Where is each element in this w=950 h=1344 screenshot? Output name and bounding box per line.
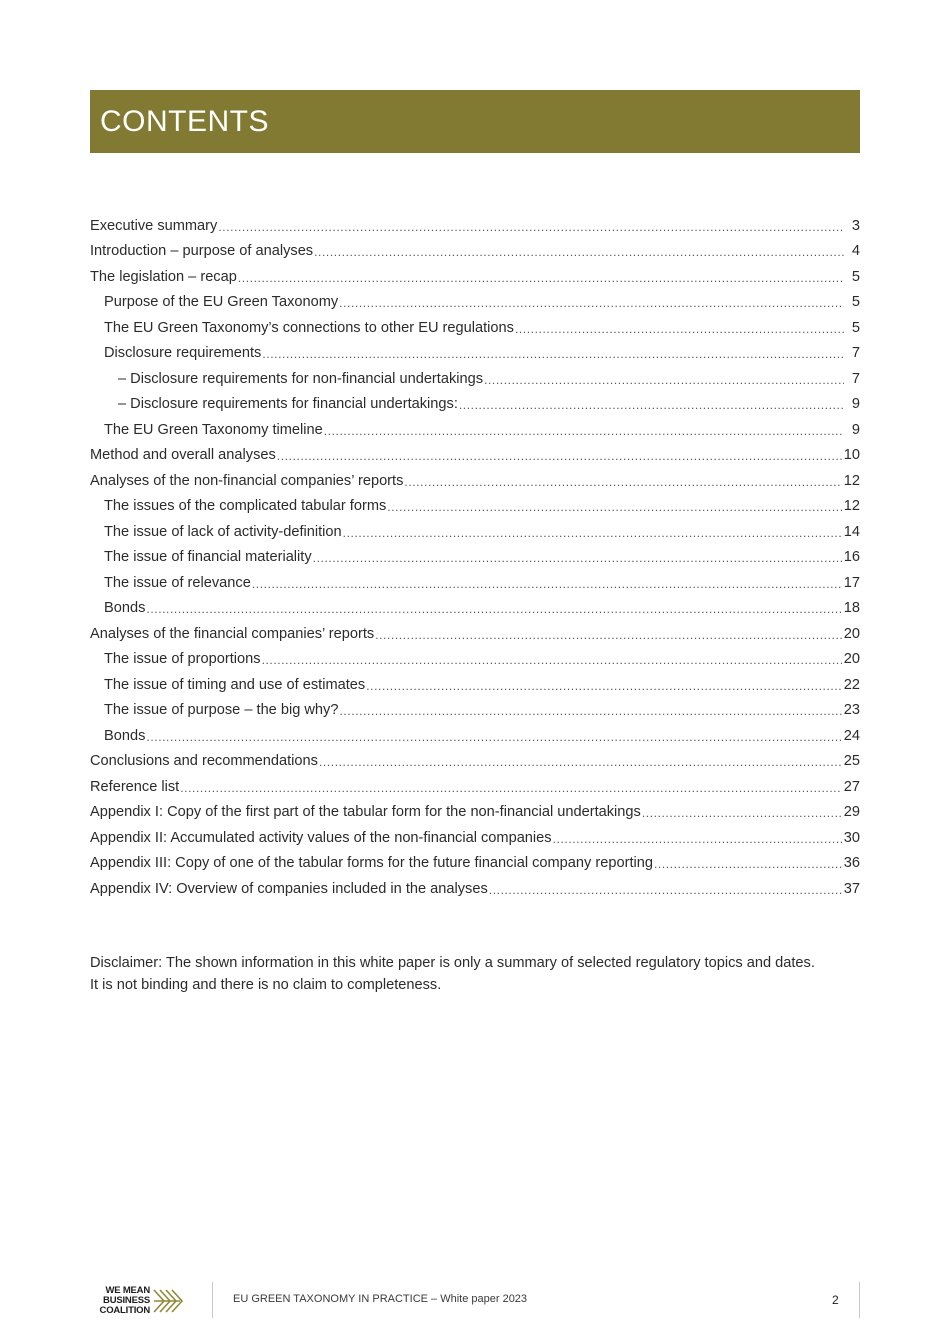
we-mean-business-logo	[88, 1284, 188, 1320]
toc-leader-dots	[366, 678, 842, 694]
toc-leader-dots	[146, 601, 841, 617]
toc-entry-title: The issue of financial materiality	[104, 549, 312, 566]
toc-entry-page: 12	[843, 498, 860, 515]
toc-entry-page: 16	[843, 549, 860, 566]
toc-leader-dots	[314, 244, 844, 260]
toc-entry-page: 7	[851, 345, 860, 362]
toc-entry-title: Executive summary	[90, 217, 218, 234]
toc-leader-dots	[489, 882, 842, 898]
toc-leader-dots	[387, 499, 841, 515]
toc-entry-page: 20	[843, 651, 860, 668]
footer-divider	[212, 1282, 213, 1318]
toc-entry-title: The issue of relevance	[104, 574, 251, 591]
toc-entry-title: Appendix IV: Overview of companies included in the analyses	[90, 880, 488, 897]
toc-leader-dots	[339, 295, 844, 311]
toc-entry[interactable]	[90, 341, 860, 367]
footer-document-title: EU GREEN TAXONOMY IN PRACTICE – White paper 2023	[233, 1293, 528, 1305]
disclaimer	[90, 952, 870, 996]
toc-leader-dots	[180, 780, 842, 796]
disclaimer-line-2: It is not binding and there is no claim to completeness.	[90, 977, 442, 993]
toc-entry[interactable]	[90, 774, 860, 800]
toc-leader-dots	[642, 805, 842, 821]
toc-entry-page: 14	[843, 523, 860, 540]
toc-entry-page: 9	[851, 421, 860, 438]
toc-entry[interactable]	[90, 570, 860, 596]
footer-divider-right	[859, 1282, 860, 1318]
toc-entry-title: Introduction – purpose of analyses	[90, 243, 314, 260]
toc-entry-page: 37	[843, 880, 860, 897]
toc-entry-page: 5	[851, 268, 860, 285]
disclaimer-line-1: Disclaimer: The shown information in this white paper is only a summary of selected regulatory topics and dates.	[90, 955, 815, 971]
toc-entry[interactable]	[90, 264, 860, 290]
toc-entry-title: Bonds	[104, 727, 146, 744]
toc-entry[interactable]	[90, 392, 860, 418]
toc-entry-page: 12	[843, 472, 860, 489]
toc-leader-dots	[262, 652, 842, 668]
toc-entry[interactable]	[90, 213, 860, 239]
toc-leader-dots	[319, 754, 842, 770]
toc-entry[interactable]	[90, 851, 860, 877]
toc-entry-title: Bonds	[104, 600, 146, 617]
toc-entry[interactable]	[90, 698, 860, 724]
toc-leader-dots	[313, 550, 842, 566]
toc-leader-dots	[515, 321, 844, 337]
toc-entry[interactable]	[90, 749, 860, 775]
toc-entry-page: 9	[851, 396, 860, 413]
toc-entry-title: Method and overall analyses	[90, 447, 276, 464]
toc-entry-title: The issue of lack of activity-definition	[104, 523, 342, 540]
toc-entry-title: The issue of timing and use of estimates	[104, 676, 366, 693]
toc-entry[interactable]	[90, 239, 860, 265]
toc-entry-page: 10	[843, 447, 860, 464]
toc-entry-page: 3	[851, 217, 860, 234]
toc-entry-title: Analyses of the non-financial companies’ reports	[90, 472, 404, 489]
toc-entry[interactable]	[90, 825, 860, 851]
toc-entry-page: 18	[843, 600, 860, 617]
toc-entry-title: Appendix I: Copy of the first part of the tabular form for the non-financial undertakings	[90, 804, 641, 821]
toc-entry-page: 29	[843, 804, 860, 821]
toc-entry[interactable]	[90, 723, 860, 749]
toc-entry[interactable]	[90, 366, 860, 392]
toc-entry[interactable]	[90, 443, 860, 469]
toc-leader-dots	[262, 346, 844, 362]
toc-entry-page: 27	[843, 778, 860, 795]
page-title: CONTENTS	[100, 104, 269, 138]
toc-entry-title: Purpose of the EU Green Taxonomy	[104, 294, 339, 311]
toc-entry[interactable]	[90, 672, 860, 698]
toc-entry-page: 17	[843, 574, 860, 591]
toc-leader-dots	[146, 729, 841, 745]
toc-leader-dots	[343, 525, 842, 541]
toc-entry-title: The EU Green Taxonomy timeline	[104, 421, 323, 438]
toc-leader-dots	[324, 423, 844, 439]
table-of-contents	[90, 213, 860, 902]
toc-entry-title: – Disclosure requirements for financial undertakings:	[118, 396, 458, 413]
toc-leader-dots	[404, 474, 841, 490]
toc-entry-page: 4	[851, 243, 860, 260]
page-number: 2	[832, 1293, 839, 1307]
toc-entry-title: Analyses of the financial companies’ reports	[90, 625, 375, 642]
toc-leader-dots	[339, 703, 841, 719]
page-footer	[0, 1276, 950, 1344]
toc-entry-title: Disclosure requirements	[104, 345, 262, 362]
toc-entry[interactable]	[90, 545, 860, 571]
toc-entry-title: The issue of purpose – the big why?	[104, 702, 339, 719]
toc-entry-page: 7	[851, 370, 860, 387]
toc-entry[interactable]	[90, 290, 860, 316]
toc-entry[interactable]	[90, 494, 860, 520]
chevrons-icon	[152, 1286, 186, 1316]
toc-leader-dots	[238, 270, 844, 286]
toc-entry-page: 5	[851, 319, 860, 336]
toc-leader-dots	[459, 397, 844, 413]
toc-leader-dots	[375, 627, 842, 643]
toc-leader-dots	[277, 448, 842, 464]
toc-entry[interactable]	[90, 876, 860, 902]
toc-leader-dots	[553, 831, 842, 847]
toc-entry-page: 30	[843, 829, 860, 846]
toc-leader-dots	[654, 856, 842, 872]
toc-leader-dots	[252, 576, 842, 592]
toc-entry-page: 5	[851, 294, 860, 311]
toc-entry[interactable]	[90, 800, 860, 826]
toc-entry-page: 25	[843, 753, 860, 770]
toc-entry-page: 20	[843, 625, 860, 642]
toc-entry-title: – Disclosure requirements for non-financial undertakings	[118, 370, 484, 387]
toc-entry-title: Appendix III: Copy of one of the tabular forms for the future financial company reporting	[90, 855, 653, 872]
toc-entry-title: Reference list	[90, 778, 180, 795]
logo-wordmark: WE MEAN BUSINESS COALITION	[99, 1285, 150, 1316]
toc-entry[interactable]	[90, 315, 860, 341]
toc-entry-title: The issue of proportions	[104, 651, 261, 668]
toc-entry-page: 36	[843, 855, 860, 872]
toc-entry-title: The legislation – recap	[90, 268, 237, 285]
toc-leader-dots	[484, 372, 844, 388]
toc-entry[interactable]	[90, 519, 860, 545]
toc-entry[interactable]	[90, 647, 860, 673]
toc-entry-page: 23	[843, 702, 860, 719]
toc-entry-title: The EU Green Taxonomy’s connections to other EU regulations	[104, 319, 514, 336]
toc-entry[interactable]	[90, 596, 860, 622]
toc-entry-page: 24	[843, 727, 860, 744]
toc-entry[interactable]	[90, 468, 860, 494]
toc-entry-title: Conclusions and recommendations	[90, 753, 318, 770]
contents-banner	[90, 90, 860, 153]
toc-entry[interactable]	[90, 417, 860, 443]
toc-leader-dots	[218, 219, 844, 235]
toc-entry-title: Appendix II: Accumulated activity values of the non-financial companies	[90, 829, 552, 846]
toc-entry-page: 22	[843, 676, 860, 693]
toc-entry[interactable]	[90, 621, 860, 647]
toc-entry-title: The issues of the complicated tabular forms	[104, 498, 387, 515]
